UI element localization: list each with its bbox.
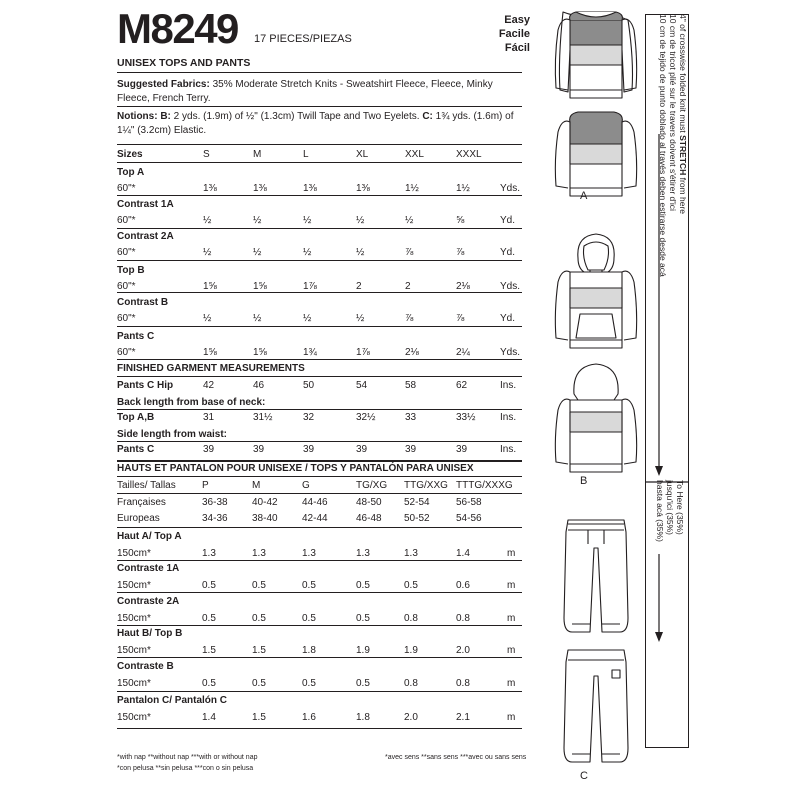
- unit-label: Yd.: [500, 215, 516, 226]
- section-label: Top A: [117, 167, 145, 178]
- top-b-back-drawing: [555, 364, 636, 472]
- yardage-cell: 1.3: [302, 548, 316, 559]
- yardage-cell: 1.5: [252, 645, 266, 656]
- measurement-cell: 39: [405, 444, 417, 455]
- notions-label: Notions: B:: [117, 111, 171, 122]
- yardage-cell: 0.5: [356, 678, 370, 689]
- yardage-cell: ⅞: [456, 247, 465, 258]
- fabric-width: 60"*: [117, 247, 136, 258]
- fabric-width: 150cm*: [117, 613, 151, 624]
- fabric-width: 60"*: [117, 313, 136, 324]
- yardage-cell: 1.4: [202, 712, 216, 723]
- garment-illustrations: [528, 0, 648, 800]
- size-header: M: [253, 149, 262, 160]
- section-label: Contraste 1A: [117, 563, 180, 574]
- section-label: Pantalon C/ Pantalón C: [117, 695, 228, 706]
- yardage-cell: 1⅝: [253, 347, 267, 358]
- yardage-cell: 2¼: [456, 347, 470, 358]
- divider: [117, 195, 522, 196]
- stretch-to-here: [655, 480, 685, 542]
- measurement-cell: 32: [303, 412, 315, 423]
- yardage-cell: ½: [203, 313, 212, 324]
- yardage-cell: ⅝: [456, 215, 465, 226]
- divider: [117, 326, 522, 327]
- yardage-cell: 0.5: [252, 613, 266, 624]
- to-here-es: hasta acá (35%): [655, 480, 665, 542]
- fabric-width: 150cm*: [117, 712, 151, 723]
- divider: [117, 441, 522, 442]
- measurement-cell: 50: [303, 380, 315, 391]
- measurement-cell: 39: [456, 444, 468, 455]
- yardage-cell: ½: [356, 247, 365, 258]
- section-label: Pants C: [117, 331, 155, 342]
- yardage-cell: 2.1: [456, 712, 470, 723]
- size-header: M: [252, 480, 261, 491]
- size-header: P: [202, 480, 209, 491]
- yardage-cell: 1.3: [202, 548, 216, 559]
- measurement-cell: 58: [405, 380, 417, 391]
- yardage-cell: 0.5: [302, 613, 316, 624]
- yardage-cell: 0.5: [356, 613, 370, 624]
- notions-label-c: C:: [422, 111, 433, 122]
- unit-label: Yds.: [500, 347, 521, 358]
- size-fr-cell: 36-38: [202, 497, 228, 508]
- measurement-label: Pants C Hip: [117, 380, 174, 391]
- yardage-cell: 0.5: [356, 580, 370, 591]
- yardage-cell: 1⅜: [253, 183, 267, 194]
- top-a-back-drawing: [555, 112, 636, 196]
- fabric-width: 150cm*: [117, 678, 151, 689]
- yardage-cell: ½: [253, 247, 262, 258]
- yardage-cell: ½: [356, 215, 365, 226]
- yardage-cell: ⅞: [456, 313, 465, 324]
- yardage-cell: ½: [405, 215, 414, 226]
- size-header: TG/XG: [356, 480, 388, 491]
- unit-label: Ins.: [500, 444, 517, 455]
- yardage-cell: 1⅜: [356, 183, 370, 194]
- measurement-label: Pants C: [117, 444, 155, 455]
- pieces-count: 17 PIECES/PIEZAS: [254, 33, 352, 45]
- yardage-cell: ½: [303, 313, 312, 324]
- figure-label-c: C: [580, 770, 588, 782]
- size-header: TTG/XXG: [404, 480, 448, 491]
- difficulty-en: Easy: [504, 14, 530, 26]
- section-label: Haut B/ Top B: [117, 628, 183, 639]
- size-header: TTTG/XXXG: [456, 480, 513, 491]
- fabric-width: 150cm*: [117, 548, 151, 559]
- size-fr-cell: 56-58: [456, 497, 482, 508]
- yardage-cell: 1⅜: [203, 183, 217, 194]
- yardage-cell: 1½: [405, 183, 419, 194]
- divider: [117, 106, 522, 107]
- size-header: XXXL: [456, 149, 482, 160]
- section-label: Haut A/ Top A: [117, 531, 182, 542]
- yardage-cell: 0.5: [202, 678, 216, 689]
- divider: [117, 228, 522, 229]
- yardage-cell: ½: [253, 313, 262, 324]
- section-label: Top B: [117, 265, 145, 276]
- yardage-cell: ⅞: [405, 247, 414, 258]
- size-fr-cell: 52-54: [404, 497, 430, 508]
- divider: [117, 162, 522, 163]
- yardage-cell: 1.6: [302, 712, 316, 723]
- yardage-cell: 1.5: [252, 712, 266, 723]
- unit-label: Ins.: [500, 380, 517, 391]
- europeas-label: Europeas: [117, 513, 160, 524]
- yardage-cell: ½: [203, 215, 212, 226]
- fabric-width: 150cm*: [117, 645, 151, 656]
- size-header: L: [303, 149, 309, 160]
- yardage-cell: 1⅞: [356, 347, 370, 358]
- measurement-cell: 31½: [253, 412, 273, 423]
- pattern-number: M8249: [117, 5, 238, 52]
- size-fr-cell: 44-46: [302, 497, 328, 508]
- sizes-label: Tailles/ Tallas: [117, 480, 176, 491]
- yardage-cell: ⅞: [405, 313, 414, 324]
- metric-heading: HAUTS ET PANTALON POUR UNISEXE / TOPS Y PANTALÓN PARA UNISEX: [117, 463, 474, 474]
- divider: [117, 527, 522, 528]
- fabric-width: 60"*: [117, 281, 136, 292]
- to-here-fr: jusqu'ici (35%): [665, 480, 675, 536]
- size-eu-cell: 46-48: [356, 513, 382, 524]
- divider: [117, 460, 522, 462]
- measurement-cell: 39: [253, 444, 265, 455]
- pants-c-front-drawing: [564, 520, 628, 632]
- measurement-cell: 62: [456, 380, 468, 391]
- yardage-cell: 1.8: [356, 712, 370, 723]
- unit-label: m: [507, 580, 516, 591]
- divider: [117, 260, 522, 261]
- divider: [117, 72, 522, 73]
- yardage-cell: 0.5: [252, 678, 266, 689]
- figure-label-a: A: [580, 190, 588, 202]
- fabric-width: 60"*: [117, 347, 136, 358]
- yardage-cell: 0.5: [252, 580, 266, 591]
- figure-label-b: B: [580, 475, 588, 487]
- fabric-width: 150cm*: [117, 580, 151, 591]
- divider: [117, 292, 522, 293]
- divider: [117, 560, 522, 561]
- yardage-cell: 2⅛: [405, 347, 419, 358]
- yardage-cell: 2: [405, 281, 411, 292]
- to-here-en: To Here (35%): [675, 480, 685, 535]
- unit-label: m: [507, 548, 516, 559]
- measurement-label: Top A,B: [117, 412, 155, 423]
- pants-c-back-drawing: [564, 650, 628, 762]
- measurements-heading: FINISHED GARMENT MEASUREMENTS: [117, 363, 305, 374]
- divider: [117, 657, 522, 658]
- unit-label: Yds.: [500, 183, 521, 194]
- garment-drawings: [528, 0, 648, 800]
- francaises-label: Françaises: [117, 497, 166, 508]
- divider: [117, 359, 522, 360]
- sizes-label: Sizes: [117, 149, 143, 160]
- stretch-line-es: 10 cm de tejido de punto doblado al través deben estirarse desde acá: [658, 14, 668, 277]
- size-eu-cell: 42-44: [302, 513, 328, 524]
- yardage-cell: 1⅝: [203, 281, 217, 292]
- yardage-cell: 1.3: [356, 548, 370, 559]
- yardage-cell: ½: [303, 247, 312, 258]
- yardage-cell: 0.5: [302, 580, 316, 591]
- product-title: UNISEX TOPS AND PANTS: [117, 57, 251, 69]
- divider: [117, 376, 522, 377]
- stretch-line-fr: 10 cm de tricot plié sur le travers doivent s'étirer d'ici: [668, 14, 678, 211]
- yardage-cell: 1⅝: [253, 281, 267, 292]
- divider: [117, 728, 522, 729]
- difficulty-fr: Facile: [498, 28, 530, 40]
- yardage-cell: 0.6: [456, 580, 470, 591]
- measurement-cell: 32½: [356, 412, 376, 423]
- size-eu-cell: 38-40: [252, 513, 278, 524]
- divider: [117, 476, 522, 477]
- top-b-front-drawing: [555, 234, 636, 348]
- yardage-cell: 0.5: [302, 678, 316, 689]
- yardage-cell: 1.4: [456, 548, 470, 559]
- divider: [117, 409, 522, 410]
- yardage-cell: 1½: [456, 183, 470, 194]
- size-header: XXL: [405, 149, 424, 160]
- section-label: Contrast 1A: [117, 199, 174, 210]
- size-header: XL: [356, 149, 369, 160]
- unit-label: Yds.: [500, 281, 521, 292]
- yardage-cell: 0.5: [202, 580, 216, 591]
- section-label: Contrast 2A: [117, 231, 174, 242]
- arrow-down-icon: [655, 466, 663, 476]
- notions: [117, 110, 522, 138]
- yardage-cell: 1.5: [202, 645, 216, 656]
- yardage-cell: 2.0: [404, 712, 418, 723]
- yardage-cell: 1⅜: [303, 183, 317, 194]
- suggested-fabrics: [117, 78, 522, 106]
- yardage-cell: 0.8: [404, 613, 418, 624]
- measurement-cell: 42: [203, 380, 215, 391]
- yardage-cell: 1.9: [356, 645, 370, 656]
- yardage-cell: 2.0: [456, 645, 470, 656]
- size-header: G: [302, 480, 310, 491]
- size-fr-cell: 40-42: [252, 497, 278, 508]
- size-fr-cell: 48-50: [356, 497, 382, 508]
- yardage-cell: 1.8: [302, 645, 316, 656]
- stretch-instructions: [658, 14, 688, 344]
- size-eu-cell: 50-52: [404, 513, 430, 524]
- notions-text-b: 2 yds. (1.9m) of ½" (1.3cm) Twill Tape and Two Eyelets.: [170, 111, 423, 122]
- yardage-cell: ½: [203, 247, 212, 258]
- unit-label: m: [507, 678, 516, 689]
- section-label: Contraste B: [117, 661, 174, 672]
- yardage-cell: 2: [356, 281, 362, 292]
- divider: [117, 625, 522, 626]
- stretch-line-en: 4" of crosswise folded knit must STRETCH from here: [678, 14, 688, 215]
- yardage-cell: ½: [356, 313, 365, 324]
- measurement-sublabel: Back length from base of neck:: [117, 397, 266, 408]
- yardage-cell: 1.3: [404, 548, 418, 559]
- yardage-cell: ½: [253, 215, 262, 226]
- measurement-cell: 33½: [456, 412, 476, 423]
- difficulty-label: [468, 13, 530, 55]
- yardage-cell: 0.8: [456, 613, 470, 624]
- unit-label: Yd.: [500, 247, 516, 258]
- fabrics-text: 35% Moderate Stretch Knits - Sweatshirt Fleece, Fleece, Minky Fleece, French Terry.: [117, 79, 493, 104]
- measurement-cell: 54: [356, 380, 368, 391]
- measurement-sublabel: Side length from waist:: [117, 429, 228, 440]
- footnote-line: *con pelusa **sin pelusa ***con o sin pelusa: [117, 765, 254, 772]
- yardage-cell: 1.3: [252, 548, 266, 559]
- unit-label: m: [507, 712, 516, 723]
- yardage-cell: 1.9: [404, 645, 418, 656]
- unit-label: m: [507, 613, 516, 624]
- yardage-cell: 1⅝: [203, 347, 217, 358]
- yardage-cell: 0.8: [456, 678, 470, 689]
- footnote-line: *avec sens **sans sens ***avec ou sans sens: [385, 754, 527, 761]
- fabric-width: 60"*: [117, 183, 136, 194]
- fabrics-label: Suggested Fabrics:: [117, 79, 210, 90]
- measurement-cell: 39: [356, 444, 368, 455]
- measurement-cell: 46: [253, 380, 265, 391]
- footnote-line: *with nap **without nap ***with or without nap: [117, 754, 258, 761]
- arrow-down-icon: [655, 632, 663, 642]
- yardage-cell: 0.5: [404, 580, 418, 591]
- divider: [117, 691, 522, 692]
- yardage-cell: ½: [303, 215, 312, 226]
- top-a-front-drawing: [555, 12, 636, 98]
- section-label: Contraste 2A: [117, 596, 180, 607]
- yardage-cell: 0.8: [404, 678, 418, 689]
- section-label: Contrast B: [117, 297, 169, 308]
- yardage-cell: 1⅞: [303, 281, 317, 292]
- size-header: S: [203, 149, 210, 160]
- difficulty-es: Fácil: [504, 42, 530, 54]
- measurement-cell: 33: [405, 412, 417, 423]
- unit-label: Ins.: [500, 412, 517, 423]
- divider: [117, 493, 522, 494]
- unit-label: m: [507, 645, 516, 656]
- divider: [117, 144, 522, 145]
- measurement-cell: 39: [203, 444, 215, 455]
- size-eu-cell: 34-36: [202, 513, 228, 524]
- fabric-width: 60"*: [117, 215, 136, 226]
- yardage-cell: 2⅛: [456, 281, 470, 292]
- divider: [117, 592, 522, 593]
- measurement-cell: 31: [203, 412, 215, 423]
- yardage-cell: 0.5: [202, 613, 216, 624]
- notions-text-c: 1¾ yds. (1.6m) of 1¼" (3.2cm) Elastic.: [117, 111, 514, 136]
- footnotes-en: [117, 752, 257, 774]
- yardage-cell: 1¾: [303, 347, 317, 358]
- unit-label: Yd.: [500, 313, 516, 324]
- measurement-cell: 39: [303, 444, 315, 455]
- size-eu-cell: 54-56: [456, 513, 482, 524]
- footnotes-fr: [385, 752, 526, 763]
